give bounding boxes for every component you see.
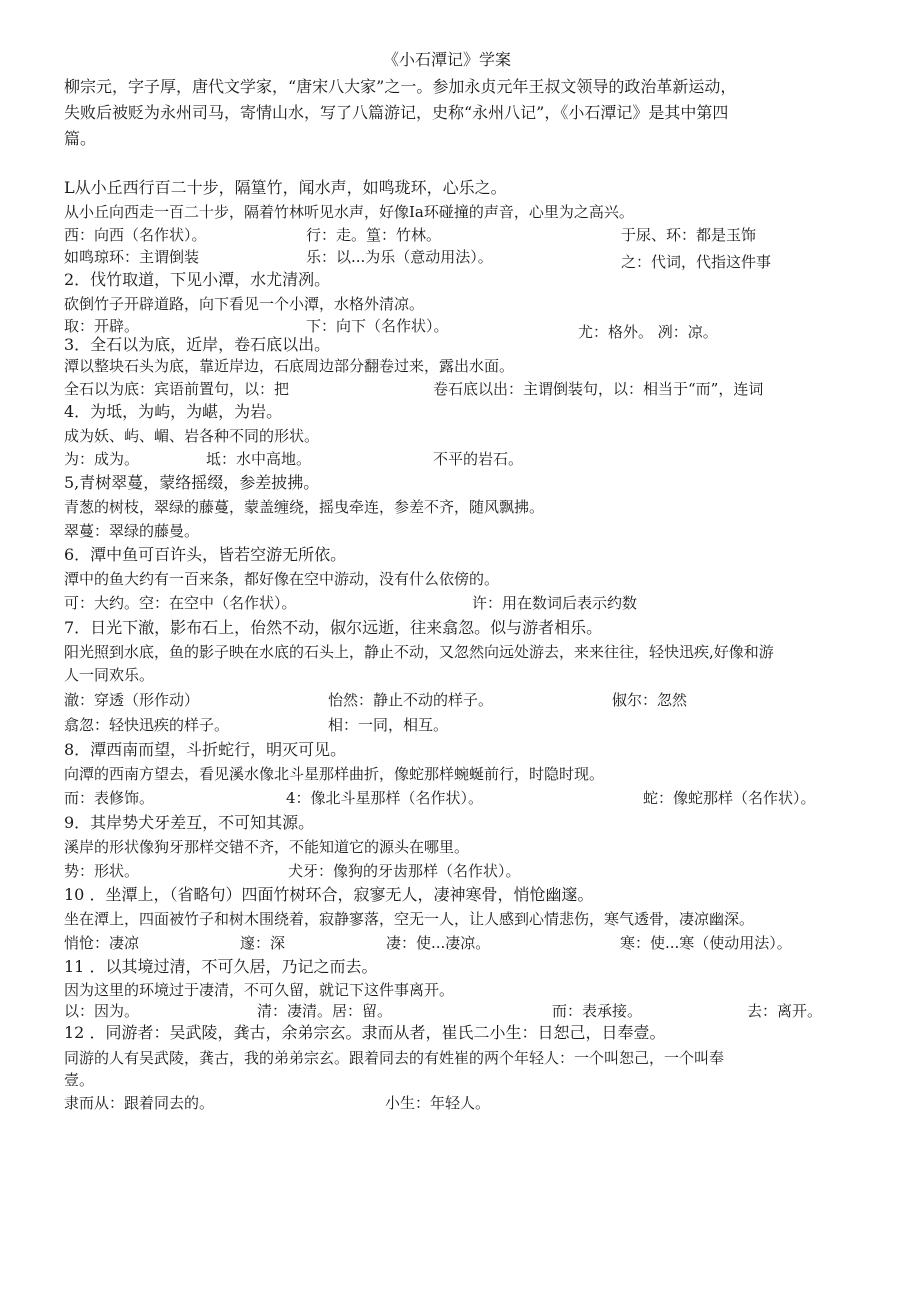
intro-line: 柳宗元，字子厚，唐代文学家，“唐宋八大家”之一。参加永贞元年王叔文领导的政治革新运动， [64, 77, 737, 96]
annotation: 犬牙：像狗的牙齿那样（名作状）。 [288, 862, 521, 880]
annotation: 澈：穿透（形作动） [64, 691, 200, 709]
annotation: 4：像北斗星那样（名作状）。 [286, 789, 484, 807]
translation: 青葱的树枝，翠绿的藤蔓，蒙盖缠绕，摇曳牵连，参差不齐，随风飘拂。 [64, 498, 545, 516]
annotation: 卷石底以出：主谓倒装句，以：相当于“而”，连词 [433, 380, 764, 398]
annotation: 于尿、环：都是玉饰 [621, 226, 757, 244]
annotation: 隶而从：跟着同去的。 [64, 1094, 215, 1112]
original-sentence: 11 ．以其境过清，不可久居，乃记之而去。 [64, 957, 378, 976]
original-sentence: 10 ．坐潭上，（省略句）四面竹树环合，寂寥无人，凄神寒骨，悄怆幽邃。 [64, 885, 594, 904]
annotation: 翕忽：轻快迅疾的样子。 [64, 716, 230, 734]
annotation: 取：开辟。 [64, 317, 140, 335]
annotation: 可：大约。空：在空中（名作状）。 [64, 594, 297, 612]
original-sentence: 6．潭中鱼可百许头，皆若空游无所依。 [64, 545, 347, 564]
translation: 因为这里的环境过于凄清，不可久留，就记下这件事离开。 [64, 981, 455, 999]
annotation: 许：用在数词后表示约数 [472, 594, 638, 612]
annotation: 为：成为。 [64, 450, 140, 468]
annotation: 相：一同，相互。 [328, 716, 449, 734]
translation: 从小丘向西走一百二十步，隔着竹林听见水声，好像Ia环碰撞的声音，心里为之高兴。 [64, 203, 634, 221]
annotation: 以：因为。 [64, 1002, 140, 1020]
original-sentence: 12 ．同游者：吴武陵，龚古，余弟宗玄。隶而从者，崔氏二小生：日恕己，日奉壹。 [64, 1023, 666, 1042]
page-title: 《小石潭记》学案 [383, 50, 512, 69]
annotation: 尤：格外。 冽：凉。 [578, 323, 718, 341]
translation: 潭以整块石头为底，靠近岸边，石底周边部分翻卷过来，露出水面。 [64, 357, 515, 375]
annotation: 行：走。篁：竹林。 [306, 226, 442, 244]
intro-line: 篇。 [64, 129, 97, 148]
annotation: 翠蔓：翠绿的藤曼。 [64, 522, 200, 540]
translation: 同游的人有吴武陵，龚古，我的弟弟宗玄。跟着同去的有姓崔的两个年轻人：一个叫恕己，一个叫奉 [64, 1049, 725, 1067]
annotation: 全石以为底：宾语前置句，以：把 [64, 380, 290, 398]
annotation: 坻：水中高地。 [206, 450, 312, 468]
translation: 砍倒竹子开辟道路，向下看见一个小潭，水格外清凉。 [64, 295, 425, 313]
original-sentence: 8．潭西南而望，斗折蛇行，明灭可见。 [64, 740, 347, 759]
annotation: 悄怆：凄凉 [64, 934, 140, 952]
original-sentence: 7．日光下澈，影布石上，佁然不动，俶尔远逝，往来翕忽。似与游者相乐。 [64, 618, 603, 637]
annotation: 下：向下（名作状）。 [306, 317, 449, 335]
translation: 壹。 [64, 1071, 95, 1089]
annotation: 小生：年轻人。 [385, 1094, 491, 1112]
intro-line: 失败后被贬为永州司马，寄情山水，写了八篇游记，史称“永州八记”，《小石潭记》是其中第四 [64, 103, 729, 122]
translation: 成为妖、屿、嵋、岩各种不同的形状。 [64, 427, 320, 445]
annotation: 之：代词，代指这件事 [621, 253, 772, 271]
annotation: 乐：以...为乐（意动用法）。 [306, 248, 493, 266]
original-sentence: 2．伐竹取道，下见小潭，水尤清冽。 [64, 270, 331, 289]
original-sentence: 9．其岸势犬牙差互，不可知其源。 [64, 813, 315, 832]
annotation: 清：凄清。居：留。 [257, 1002, 393, 1020]
annotation: 邃：深 [240, 934, 286, 952]
annotation: 俶尔：忽然 [612, 691, 688, 709]
annotation: 凄：使...凄凉。 [386, 934, 491, 952]
annotation: 怡然：静止不动的样子。 [328, 691, 494, 709]
annotation: 不平的岩石。 [433, 450, 524, 468]
annotation: 西：向西（名作状）。 [64, 226, 207, 244]
annotation: 如鸣琼环：主谓倒装 [64, 248, 200, 266]
translation: 溪岸的形状像狗牙那样交错不齐，不能知道它的源头在哪里。 [64, 838, 470, 856]
annotation: 寒：使...寒（使动用法）。 [620, 934, 792, 952]
original-sentence: 4．为坻，为屿，为嵁，为岩。 [64, 402, 283, 421]
annotation: 去：离开。 [747, 1002, 823, 1020]
original-sentence: 3．全石以为底，近岸，卷石底以出。 [64, 335, 331, 354]
translation: 阳光照到水底，鱼的影子映在水底的石头上，静止不动，又忽然向远处游去，来来往往，轻快迅疾,好像和游 [64, 643, 774, 661]
annotation: 而：表承接。 [552, 1002, 643, 1020]
annotation: 而：表修饰。 [64, 789, 155, 807]
translation: 潭中的鱼大约有一百来条，都好像在空中游动，没有什么依傍的。 [64, 570, 500, 588]
original-sentence: L从小丘西行百二十步，隔篁竹，闻水声，如鸣珑环，心乐之。 [64, 178, 507, 197]
original-sentence: 5,青树翠蔓，蒙络摇缀，参差披拂。 [64, 473, 320, 492]
annotation: 势：形状。 [64, 862, 140, 880]
translation: 坐在潭上，四面被竹子和树木围绕着，寂静寥落，空无一人，让人感到心情悲伤，寒气透骨，凄凉幽深。 [64, 910, 755, 928]
translation: 向潭的西南方望去，看见溪水像北斗星那样曲折，像蛇那样蜿蜒前行，时隐时现。 [64, 765, 605, 783]
annotation: 蛇：像蛇那样（名作状）。 [643, 789, 816, 807]
translation: 人一同欢乐。 [64, 666, 155, 684]
